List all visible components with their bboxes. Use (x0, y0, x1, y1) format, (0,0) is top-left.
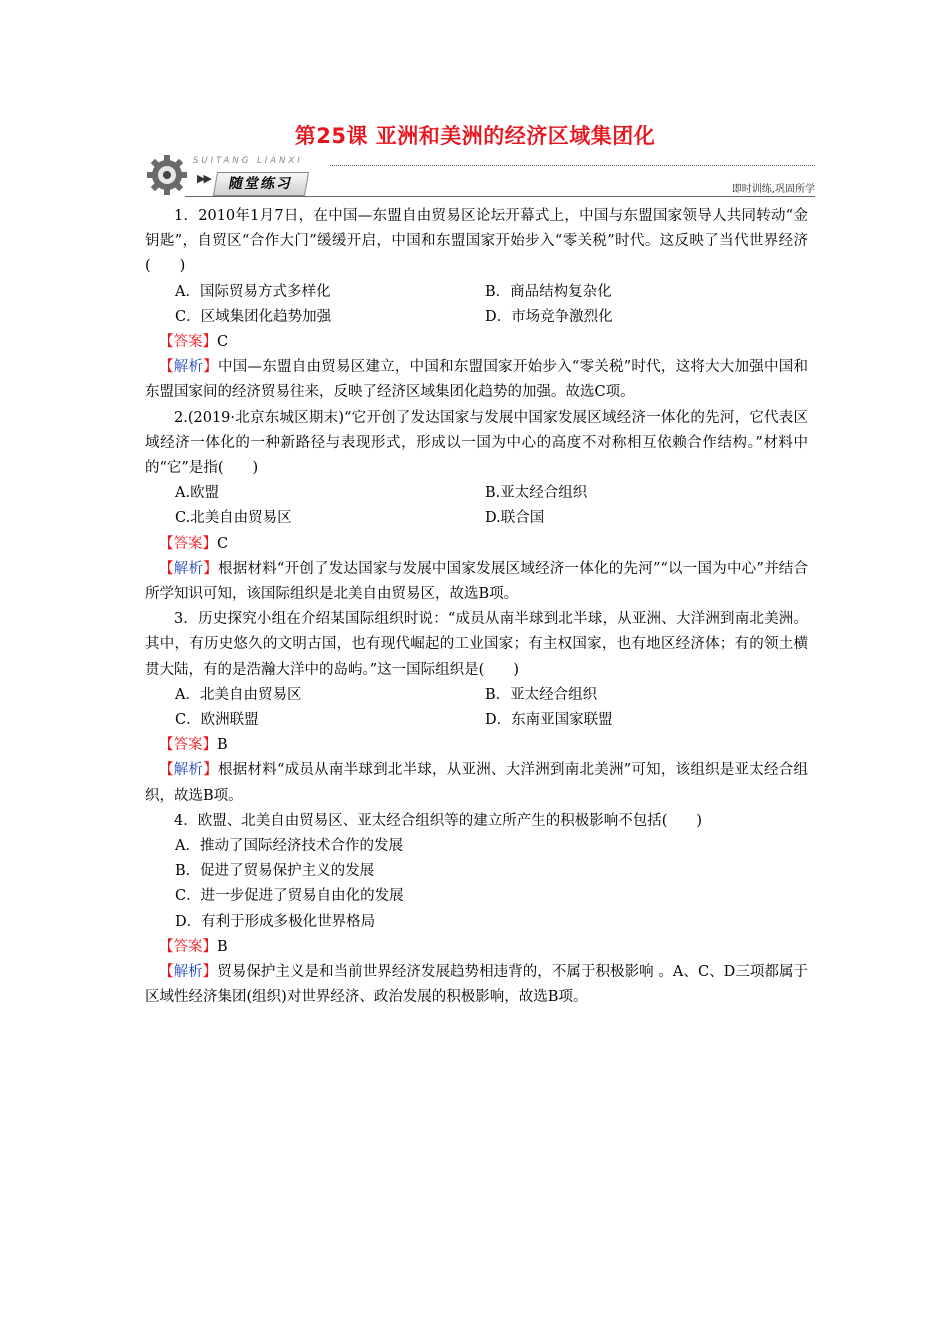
option-c: C．区域集团化趋势加强 (175, 308, 332, 325)
page-title: 第25课 亚洲和美洲的经济区域集团化 (294, 124, 656, 148)
question-1 (145, 204, 808, 406)
question-stem: 4．欧盟、北美自由贸易区、亚太经合组织等的建立所产生的积极影响不包括( ) (174, 812, 703, 829)
analysis-label: 解析 (173, 560, 204, 577)
question-3 (145, 607, 808, 809)
option-a: A.欧盟 (175, 485, 220, 502)
gear-icon (145, 152, 197, 198)
option-c: C.北美自由贸易区 (175, 510, 292, 527)
answer-value: B (217, 938, 228, 955)
analysis-label: 解析 (173, 762, 204, 779)
section-right-text: 即时训练,巩固所学 (731, 184, 815, 195)
question-stem: 2.(2019·北京东城区期末)“它开创了发达国家与发展中国家发展区域经济一体化的先河，它代表区域经济一体化的一种新路径与表现形式，形成以一国为中心的高度不对称相互依赖合作结构。”材料中的“它”是指( ) (145, 409, 808, 477)
answer-line: 【答案】C (159, 535, 229, 552)
analysis-label: 解析 (173, 964, 203, 981)
option-d: D．市场竞争激烈化 (485, 308, 613, 325)
option-b: B．商品结构复杂化 (485, 283, 612, 300)
option-d: D.联合国 (485, 510, 545, 527)
option-row (145, 708, 808, 733)
option-a: A．推动了国际经济技术合作的发展 (175, 838, 403, 855)
option-row (145, 481, 808, 506)
analysis-line: 【解析】贸易保护主义是和当前世界经济发展趋势相违背的，不属于积极影响 。A、C、D三项都属于区域性经济集团(组织)对世界经济、政治发展的积极影响，故选B项。 (145, 964, 809, 1006)
answer-value: C (217, 334, 229, 351)
answer-line: 【答案】C (159, 334, 229, 351)
section-english: SUITANG LIANXI (193, 156, 303, 166)
question-stem: 1．2010年1月7日，在中国—东盟自由贸易区论坛开幕式上，中国与东盟国家领导人共同转动“金钥匙”，自贸区“合作大门”缓缓开启，中国和东盟国家开始步入“零关税”时代。这反映了当代世界经济( ) (145, 208, 808, 275)
option-d: D．有利于形成多极化世界格局 (175, 913, 376, 930)
option-b: B.亚太经合组织 (485, 485, 588, 502)
answer-value: B (217, 737, 228, 754)
banner-rule (185, 196, 815, 197)
question-4 (145, 809, 808, 1011)
analysis-label: 解析 (173, 359, 204, 376)
question-2 (145, 406, 808, 608)
analysis-line: 【解析】根据材料“开创了发达国家与发展中国家发展区域经济一体化的先河”“以一国为中心”并结合所学知识可知，该国际组织是北美自由贸易区，故选B项。 (145, 560, 809, 603)
option-row (145, 280, 808, 305)
analysis-text: 根据材料“成员从南半球到北半球，从亚洲、大洋洲到南北美洲”可知，该组织是亚太经合组织，故选B项。 (145, 762, 809, 804)
answer-value: C (217, 535, 229, 552)
option-row (145, 683, 808, 708)
option-a: A．国际贸易方式多样化 (175, 283, 331, 300)
answer-label: 答案 (173, 938, 203, 955)
analysis-text: 中国—东盟自由贸易区建立，中国和东盟国家开始步入“零关税”时代，这将大大加强中国和东盟国家间的经济贸易往来，反映了经济区域集团化趋势的加强。故选C项。 (145, 359, 809, 401)
analysis-text: 根据材料“开创了发达国家与发展中国家发展区域经济一体化的先河”“以一国为中心”并结合所学知识可知，该国际组织是北美自由贸易区，故选B项。 (145, 560, 809, 603)
option-c: C．进一步促进了贸易自由化的发展 (175, 888, 404, 905)
question-list (145, 204, 808, 1011)
option-row (145, 506, 808, 531)
analysis-line: 【解析】中国—东盟自由贸易区建立，中国和东盟国家开始步入“零关税”时代，这将大大加强中国和东盟国家间的经济贸易往来，反映了经济区域集团化趋势的加强。故选C项。 (145, 359, 809, 401)
answer-label: 答案 (173, 535, 203, 552)
banner-dotted-rule (330, 165, 815, 166)
option-b: B．亚太经合组织 (485, 686, 598, 703)
option-row (145, 305, 808, 330)
analysis-text: 贸易保护主义是和当前世界经济发展趋势相违背的，不属于积极影响 。A、C、D三项都属于区域性经济集团(组织)对世界经济、政治发展的积极影响，故选B项。 (145, 964, 809, 1006)
answer-label: 答案 (173, 334, 203, 351)
option-a: A．北美自由贸易区 (175, 686, 302, 703)
section-banner (145, 152, 815, 198)
option-c: C．欧洲联盟 (175, 712, 259, 729)
double-arrow-icon: ▶▶ (197, 172, 210, 185)
answer-line: 【答案】B (159, 737, 228, 754)
answer-label: 答案 (173, 737, 203, 754)
option-b: B．促进了贸易保护主义的发展 (175, 863, 375, 880)
question-stem: 3．历史探究小组在介绍某国际组织时说：“成员从南半球到北半球，从亚洲、大洋洲到南北美洲。其中，有历史悠久的文明古国，也有现代崛起的工业国家；有主权国家，也有地区经济体；有的领土横贯大陆，有的是浩瀚大洋中的岛屿。”这一国际组织是( ) (145, 611, 808, 678)
option-d: D．东南亚国家联盟 (485, 712, 613, 729)
section-label: 随堂练习 (213, 172, 309, 196)
analysis-line: 【解析】根据材料“成员从南半球到北半球，从亚洲、大洋洲到南北美洲”可知，该组织是亚太经合组织，故选B项。 (145, 762, 809, 804)
answer-line: 【答案】B (159, 938, 228, 955)
